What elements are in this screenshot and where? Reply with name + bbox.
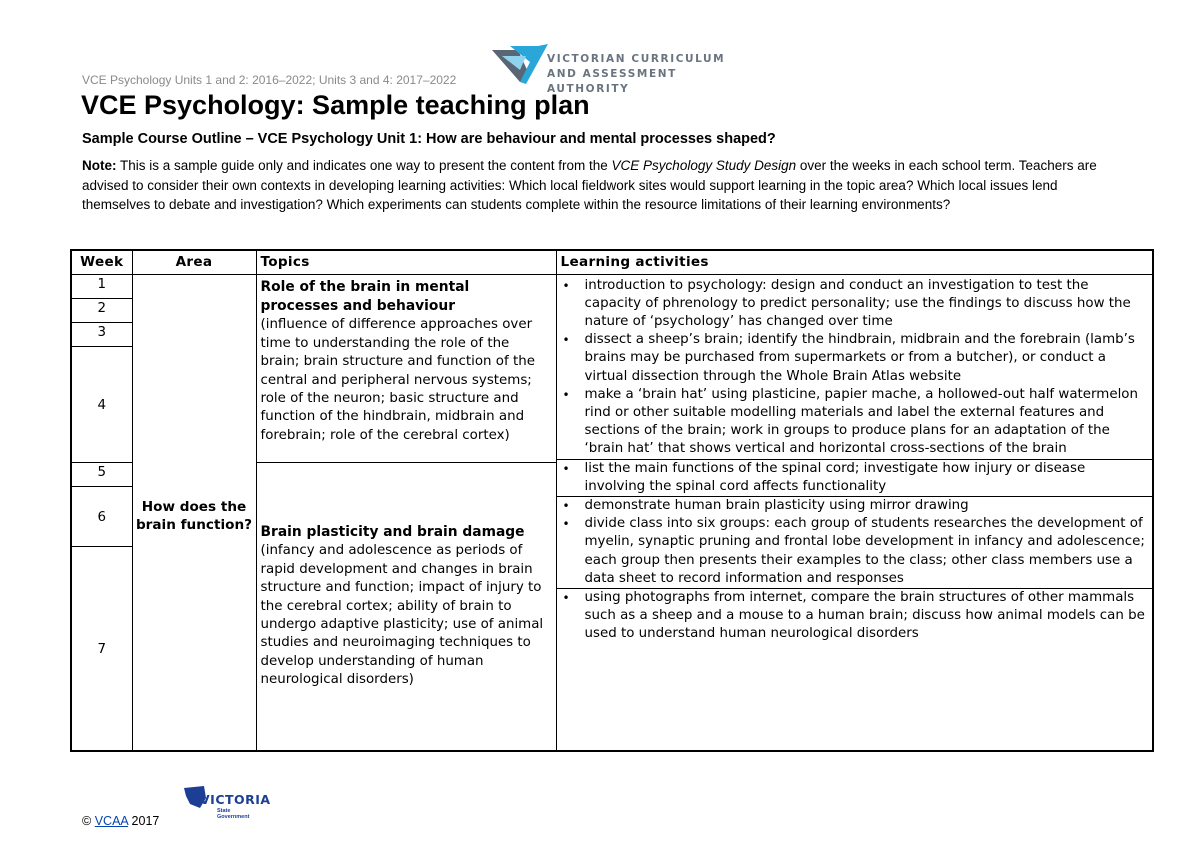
page-title: VCE Psychology: Sample teaching plan [81, 90, 590, 120]
list-item [557, 588, 1153, 644]
vcaa-logo-icon [490, 42, 550, 88]
table-row [71, 274, 1153, 298]
copyright-year: 2017 [128, 814, 160, 828]
note-label: Note: [82, 158, 117, 173]
logo-line-2: AND ASSESSMENT AUTHORITY [547, 68, 677, 95]
activity-text: introduction to psychology: design and conduct an investigation to test the capacity of phrenology to predict personality; use the findings to discuss how the nature of ‘psychology’ has changed over time [584, 277, 1131, 329]
header-topics: Topics [256, 250, 556, 274]
list-item [563, 277, 1149, 332]
vcaa-logo [490, 42, 740, 95]
bullet-icon: • [562, 461, 570, 476]
list-item [557, 459, 1153, 496]
copyright [82, 814, 159, 828]
topic-2-detail: (infancy and adolescence as periods of rapid development and changes in brain structure and function; impact of injury to the cerebral cortex; ability of brain to undergo adaptive plasticity; use of animal studies and neuroimaging techniques to develop understanding of human neurological disorders) [260, 543, 544, 688]
list-item [563, 331, 1149, 386]
activity-text: using photographs from internet, compare the brain structures of other mammals such as a sheep and a mouse to a human brain; discuss how animal models can be used to understand human neurological disorders [584, 589, 1145, 642]
logo-line-1: VICTORIAN CURRICULUM [547, 53, 726, 65]
activity-text: list the main functions of the spinal cord; investigate how injury or disease involving the spinal cord affects functionality [584, 460, 1086, 494]
table-header-row [71, 250, 1153, 274]
course-outline-subtitle: Sample Course Outline – VCE Psychology Unit 1: How are behaviour and mental processes shaped? [82, 131, 776, 147]
bullet-icon: • [562, 517, 570, 532]
victoria-subtext-line-1: State [217, 808, 231, 814]
week-cell: 2 [71, 298, 132, 322]
week-cell: 5 [71, 462, 132, 486]
note-paragraph [82, 156, 1122, 215]
victoria-subtext-line-2: Government [217, 814, 250, 820]
bullet-icon: • [562, 278, 570, 293]
bullet-icon: • [562, 387, 570, 402]
learning-activities-cell [556, 274, 1153, 751]
teaching-plan-table [70, 249, 1154, 752]
activity-text: divide class into six groups: each group of students researches the development of myelin, synaptic pruning and frontal lobe development in infancy and adolescence; each group then presents their examples to the class; other class members use a data sheet to record information and responses [584, 516, 1145, 586]
study-design-title: VCE Psychology Study Design [611, 158, 797, 173]
activity-text: dissect a sheep’s brain; identify the hindbrain, midbrain and the forebrain (lamb’s brains may be purchased from supermarkets or from a butcher), or conduct a virtual dissection through the Whole Brain Atlas website [584, 332, 1135, 384]
activity-text: demonstrate human brain plasticity using mirror drawing [584, 497, 969, 513]
bullet-icon: • [562, 590, 570, 605]
topic-cell-2 [256, 462, 556, 751]
copyright-symbol: © [82, 814, 92, 828]
topic-1-detail: (influence of difference approaches over time to understanding the role of the brain; brain structure and function of the central and peripheral nervous systems; role of the neuron; basic structure and function of the hindbrain, midbrain and forebrain; role of the cerebral cortex) [260, 317, 535, 443]
week-cell: 4 [71, 346, 132, 462]
week-cell: 1 [71, 274, 132, 298]
activity-text: make a ‘brain hat’ using plasticine, papier mache, a hollowed-out half watermelon rind or other suitable modelling materials and label the external features and sections of the brain; work in groups to produce plans for an adaptation of the ‘brain hat’ that shows vertical and horizontal cross-sections of the brain [584, 386, 1138, 457]
week-cell: 7 [71, 546, 132, 751]
list-item [557, 496, 1153, 515]
week-cell: 3 [71, 322, 132, 346]
area-cell: How does the brain function? [132, 274, 256, 751]
document-subheading: VCE Psychology Units 1 and 2: 2016–2022; Units 3 and 4: 2017–2022 [82, 73, 457, 87]
list-item [563, 386, 1149, 459]
bullet-icon: • [562, 333, 570, 348]
header-area: Area [132, 250, 256, 274]
list-item [563, 515, 1149, 588]
victoria-subtext [217, 808, 249, 820]
note-text-after: over the weeks in each school term. Teachers are advised to consider their own contexts in developing learning activities: Which local fieldwork sites would support learning in the topic area? Which local issues lend themselves to debate and investigation? Which experiments can students complete within the resource limitations of their learning environments? [82, 158, 1097, 212]
bullet-icon: • [562, 498, 570, 513]
note-text-before: This is a sample guide only and indicates one way to present the content from the [116, 158, 612, 173]
topic-1-heading: Role of the brain in mental processes and behaviour [260, 278, 470, 314]
topic-cell-1 [256, 274, 556, 462]
topic-2-heading: Brain plasticity and brain damage [260, 523, 525, 540]
victoria-wordmark: VICTORIA [200, 792, 271, 807]
header-learning-activities: Learning activities [556, 250, 1153, 274]
week-cell: 6 [71, 486, 132, 546]
header-week: Week [71, 250, 132, 274]
vcaa-link[interactable]: VCAA [94, 814, 129, 828]
